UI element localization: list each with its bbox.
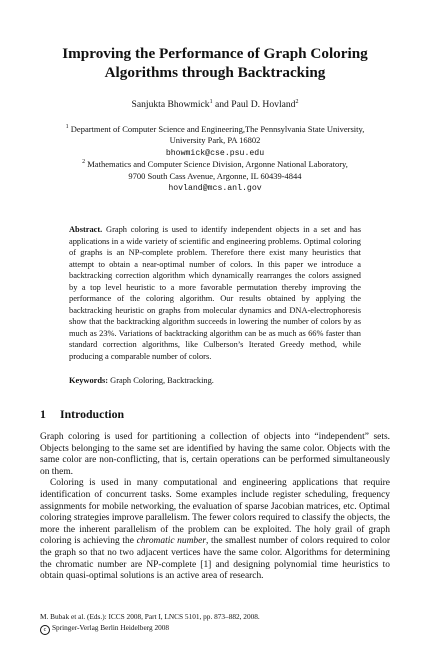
section-body bbox=[40, 432, 390, 583]
abstract-label: Abstract. bbox=[69, 225, 103, 234]
paragraph bbox=[40, 478, 390, 582]
paragraph-text: Graph coloring is used for partitioning a collection of objects into “independent” sets. Objects belonging to the same set are identified by having the same color. Objects with the same color are non-conflicting, that is, certain operations can be performed simultaneously on them. bbox=[40, 432, 390, 477]
keywords-label: Keywords: bbox=[69, 376, 109, 385]
keywords-text: Graph Coloring, Backtracking. bbox=[108, 376, 214, 385]
section-title: Introduction bbox=[60, 407, 125, 421]
paragraph-text: Coloring is used in many computational and engineering applications that require identification of concurrent tasks. Some examples include register scheduling, frequency assignments for mobile networking, the evaluation of sparse Jacobian matrices, etc. Optimal coloring strategies improve parallelism. The fewer colors required to classify the objects, the more the inherent parallelism of the problem can be exploited. The holy grail of graph coloring is achieving the bbox=[40, 478, 390, 547]
author-affil-marker: 1 bbox=[209, 98, 213, 105]
author-separator: and bbox=[212, 99, 232, 110]
abstract bbox=[69, 224, 361, 362]
affil-marker: 2 bbox=[82, 159, 86, 166]
affil-marker: 1 bbox=[65, 124, 69, 131]
affil-line: Department of Computer Science and Engineering,The Pennsylvania State University, bbox=[68, 124, 365, 134]
author-email: bhowmick@cse.psu.edu bbox=[165, 148, 265, 158]
footer-copyright: Springer-Verlag Berlin Heidelberg 2008 bbox=[52, 622, 170, 632]
author-name: Sanjukta Bhowmick bbox=[131, 99, 210, 110]
affiliations bbox=[40, 124, 390, 194]
copyright-icon bbox=[40, 625, 50, 635]
affil-line: 9700 South Cass Avenue, Argonne, IL 60439-4844 bbox=[128, 170, 302, 181]
author-list bbox=[40, 99, 390, 110]
section-heading bbox=[40, 407, 124, 422]
author-email: hovland@mcs.anl.gov bbox=[168, 184, 262, 194]
author-affil-marker: 2 bbox=[295, 98, 299, 105]
title-line-2: Algorithms through Backtracking bbox=[104, 64, 326, 81]
footer-citation: M. Bubak et al. (Eds.): ICCS 2008, Part I, LNCS 5101, pp. 873–882, 2008. bbox=[40, 612, 260, 621]
paragraph bbox=[40, 432, 390, 478]
title-line-1: Improving the Performance of Graph Coloring bbox=[62, 45, 368, 62]
section-number: 1 bbox=[40, 407, 46, 421]
page-footer bbox=[40, 612, 260, 635]
paragraph-text: , the smallest number of colors required to color the graph so that no two adjacent vertices have the same color. Algorithms for determining the chromatic number are NP-complete [1] and designing polynomial time heuristics to obtain quasi-optimal solutions is an active area of research. bbox=[40, 536, 390, 582]
abstract-text: Graph coloring is used to identify independent objects in a set and has applications in a wide variety of scientific and engineering problems. Optimal coloring of graphs is an NP-complete problem. Therefore there exist many heuristics that attempt to obtain a near-optimal number of colors. In this paper we introduce a backtracking correction algorithm which dynamically rearranges the colors assigned by a top level heuristic to a more favorable permutation thereby improving the performance of the coloring algorithm. Our results obtained by applying the backtracking heuristic on graphs from molecular dynamics and DNA-electrophoresis show that the backtracking algorithm succeeds in lowering the number of colors by as much as 23%. Variations of backtracking algorithm can be as much as 66% faster than standard correction algorithms, like Culberson’s Iterated Greedy method, while producing a comparable number of colors. bbox=[69, 225, 361, 361]
affil-line: Mathematics and Computer Science Division, Argonne National Laboratory, bbox=[85, 159, 348, 170]
paper-title bbox=[40, 44, 390, 82]
affil-line: University Park, PA 16802 bbox=[169, 135, 261, 146]
author-name: Paul D. Hovland bbox=[231, 99, 296, 110]
emphasis-text: chromatic number bbox=[136, 536, 206, 547]
keywords bbox=[69, 375, 361, 387]
